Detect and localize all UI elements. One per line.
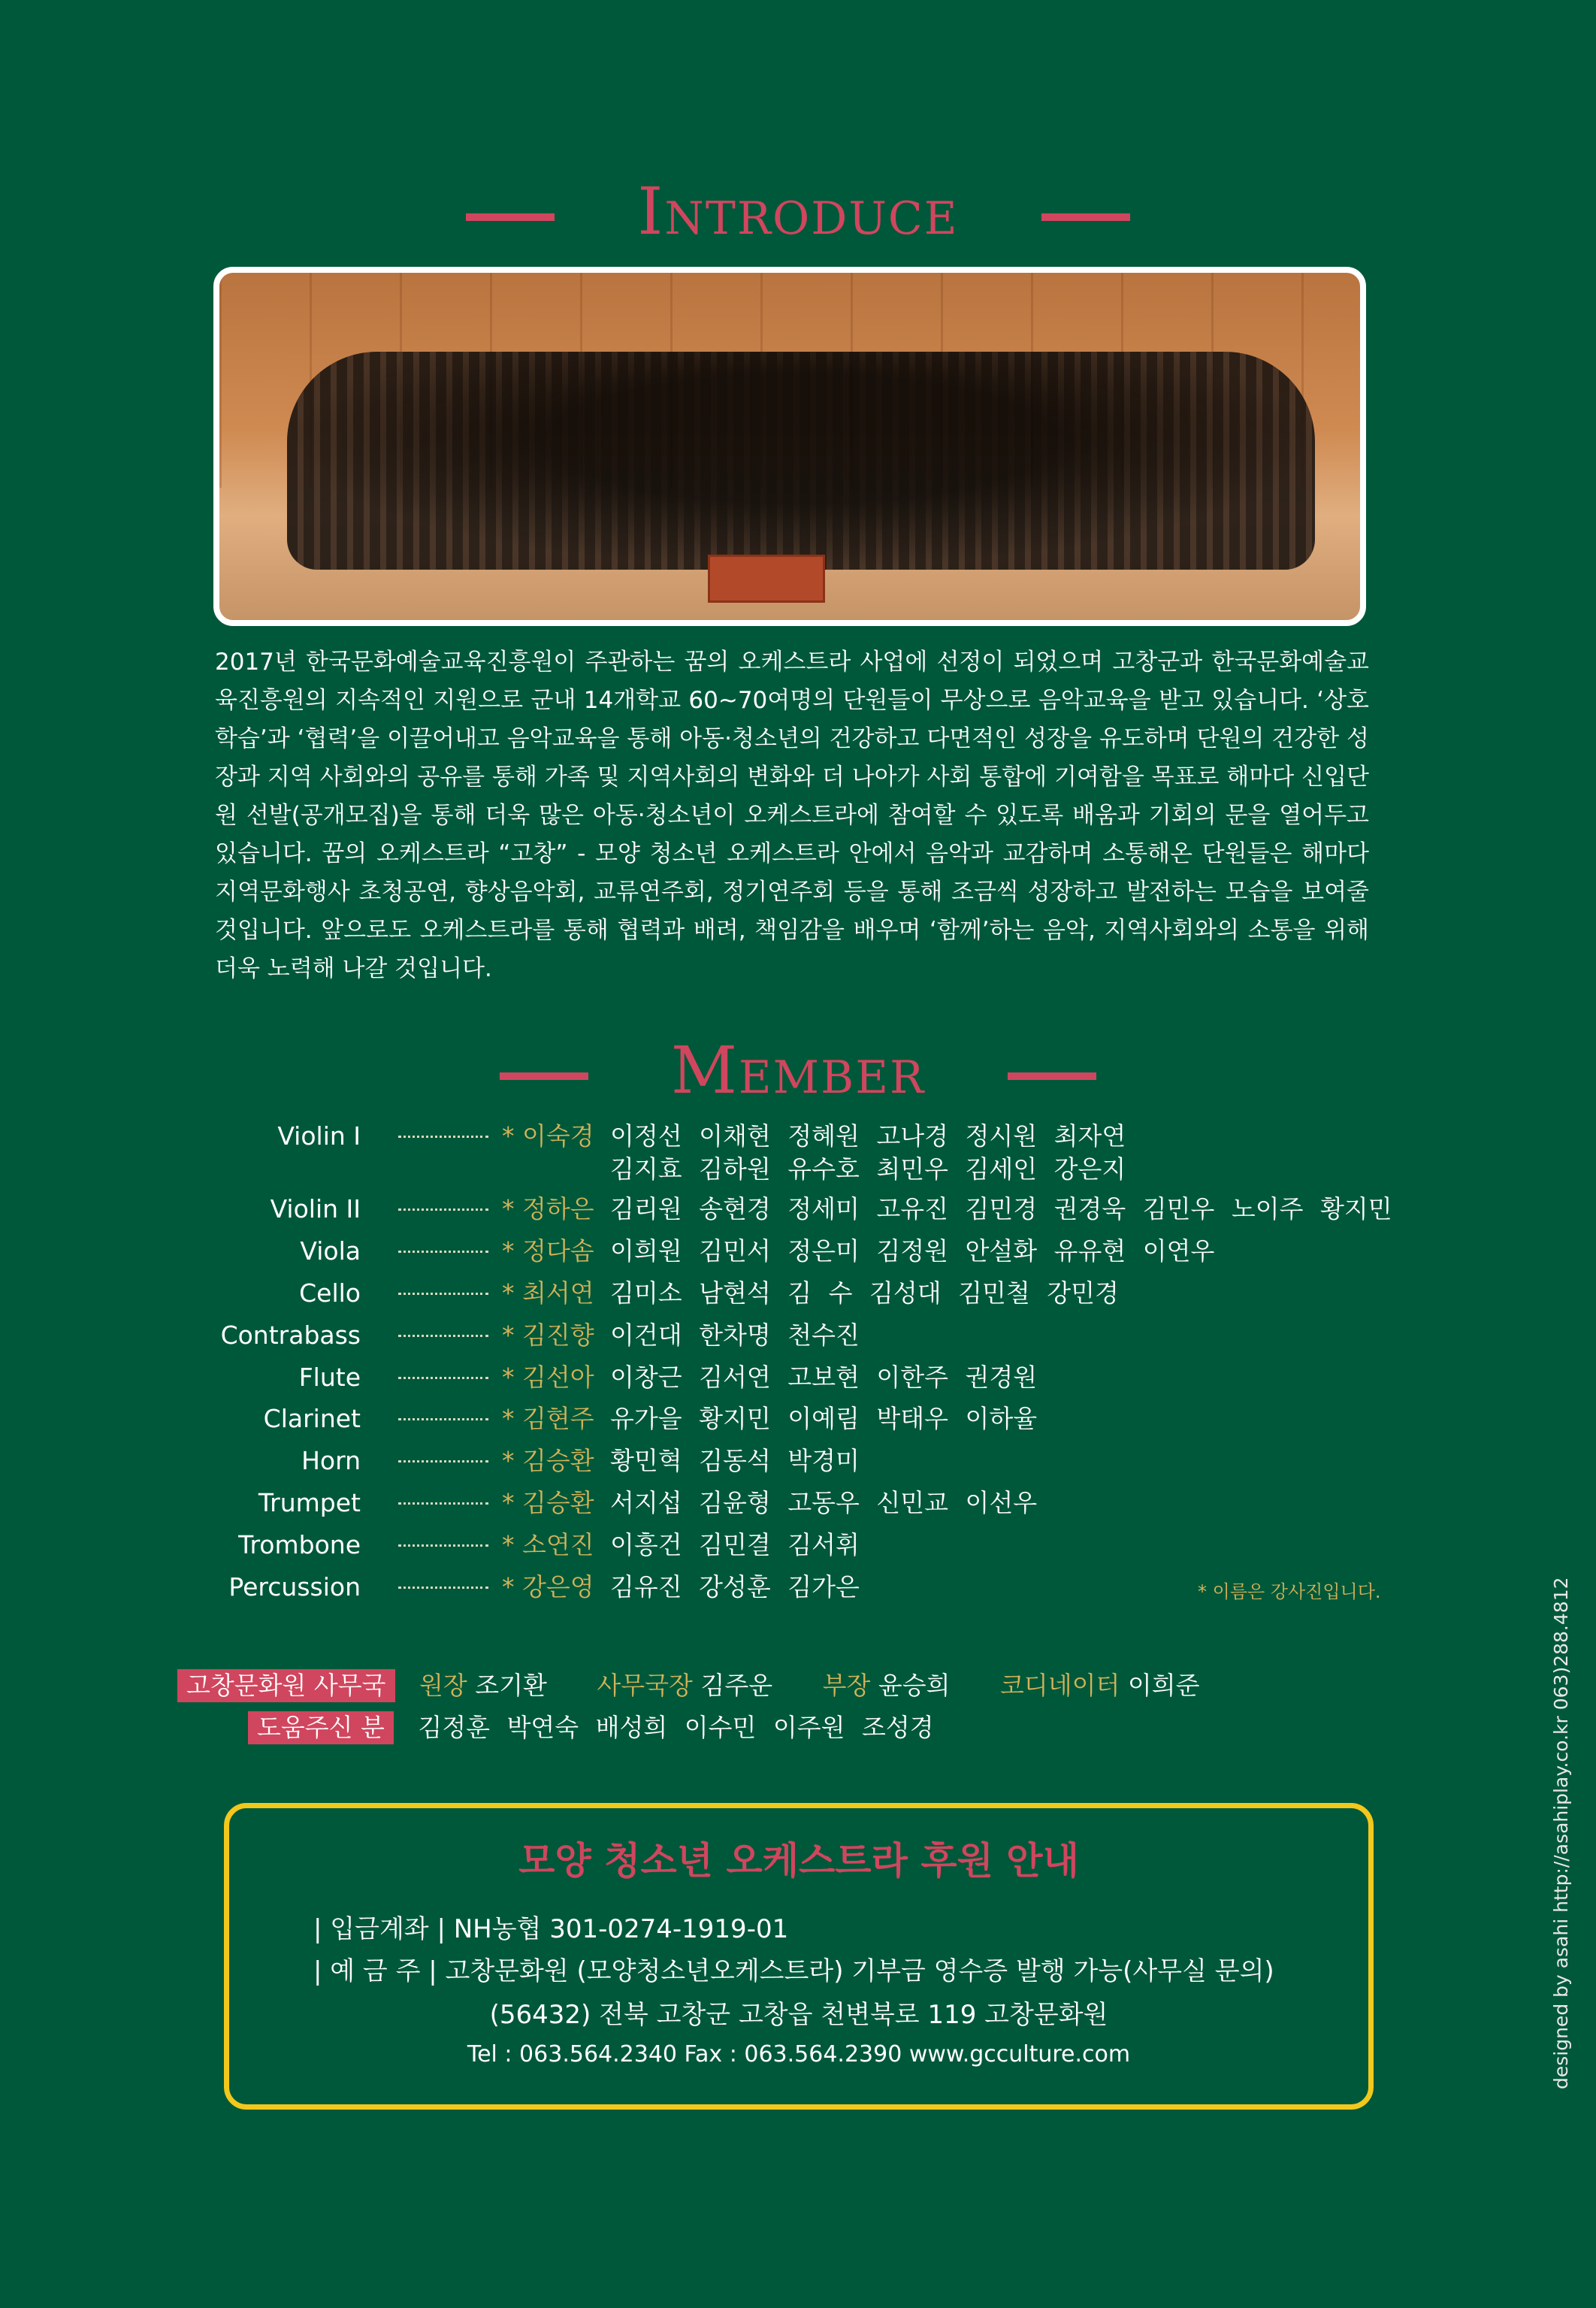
- role-name: 조기환: [475, 1671, 547, 1700]
- heading-bar-right: [1008, 1072, 1096, 1080]
- support-account: | 입금계좌 | NH농협 301-0274-1919-01: [313, 1914, 789, 1944]
- dotted-leader: [398, 1377, 488, 1379]
- dotted-leader: [398, 1293, 488, 1295]
- support-box: [224, 1803, 1374, 2110]
- role-title: 사무국장: [597, 1671, 693, 1700]
- lead-teacher: * 김승환: [502, 1488, 594, 1517]
- instrument-label: Flute: [298, 1363, 361, 1392]
- role-title: 원장: [419, 1671, 467, 1700]
- support-address: (56432) 전북 고창군 고창읍 천변북로 119 고창문화원: [489, 2000, 1108, 2030]
- dotted-leader: [398, 1418, 488, 1420]
- lead-teacher: * 소연진: [502, 1530, 594, 1559]
- member-names: 김유진 강성훈 김가은: [610, 1572, 860, 1602]
- support-contact: Tel : 063.564.2340 Fax : 063.564.2390 www.gcculture.com: [467, 2041, 1131, 2068]
- lead-teacher: * 김현주: [502, 1404, 594, 1433]
- instrument-label: Clarinet: [263, 1404, 361, 1433]
- role-name: 윤승희: [878, 1671, 951, 1700]
- heading-bar-right: [1041, 213, 1130, 221]
- support-title: 모양 청소년 오케스트라 후원 안내: [518, 1839, 1079, 1883]
- instrument-label: Violin Ⅰ: [277, 1121, 361, 1151]
- instructor-note: * 이름은 강사진입니다.: [1198, 1581, 1381, 1602]
- lead-teacher: * 정하은: [502, 1194, 594, 1224]
- lead-teacher: * 김승환: [502, 1446, 594, 1475]
- member-names: 이창근 김서연 고보현 이한주 권경원: [610, 1363, 1038, 1392]
- dotted-leader: [398, 1460, 488, 1463]
- helpers-names: 김정훈 박연숙 배성희 이수민 이주원 조성경: [418, 1713, 934, 1742]
- member-names-line2: 김지효 김하원 유수호 최민우 김세인 강은지: [610, 1154, 1126, 1184]
- instrument-label: Horn: [301, 1446, 361, 1475]
- member-title: Member: [670, 1033, 926, 1109]
- instrument-label: Trombone: [238, 1530, 361, 1559]
- orchestra-photo: [213, 267, 1366, 626]
- member-names: 황민혁 김동석 박경미: [610, 1446, 860, 1475]
- office-staff-row: [177, 1668, 1200, 1703]
- introduce-paragraph: 2017년 한국문화예술교육진흥원이 주관하는 꿈의 오케스트라 사업에 선정이 되었으며 고창군과 한국문화예술교육진흥원의 지속적인 지원으로 군내 14개학교 60~70여명의 단원들이 무상으로 음악교육을 받고 있습니다. ‘상호 학습’과 ‘협력’을 이끌어내고 음악교육을 통해 아동·청소년의 건강하고 다면적인 성장을 유도하며 단원의 건강한 성장과 지역 사회와의 공유를 통해 가족 및 지역사회의 변화와 더 나아가 사회 통합에 기여함을 목표로 해마다 신입단원 선발(공개모집)을 통해 더욱 많은 아동·청소년이 오케스트라에 참여할 수 있도록 배움과 기회의 문을 열어두고 있습니다. 꿈의 오케스트라 “고창” - 모양 청소년 오케스트라 안에서 음악과 교감하며 소통해온 단원들은 해마다 지역문화행사 초청공연, 향상음악회, 교류연주회, 정기연주회 등을 통해 조금씩 성장하고 발전하는 모습을 보여줄 것입니다. 앞으로도 오케스트라를 통해 협력과 배려, 책임감을 배우며 ‘함께’하는 음악, 지역사회와의 소통을 위해 더욱 노력해 나갈 것입니다.: [215, 649, 1369, 982]
- lead-teacher: * 이숙경: [502, 1121, 594, 1151]
- role-title: 코디네이터: [999, 1671, 1120, 1700]
- dotted-leader: [398, 1251, 488, 1253]
- dotted-leader: [398, 1502, 488, 1505]
- member-names: 김리원 송현경 정세미 고유진 김민경 권경욱 김민우 노이주 황지민: [610, 1194, 1392, 1224]
- member-names: 유가을 황지민 이예림 박태우 이하율: [610, 1404, 1038, 1433]
- support-depositor: | 예 금 주 | 고창문화원 (모양청소년오케스트라) 기부금 영수증 발행 가능(사무실 문의): [313, 1956, 1274, 1986]
- role-title: 부장: [822, 1671, 871, 1700]
- office-tag: 고창문화원 사무국: [177, 1669, 395, 1702]
- instrument-label: Trumpet: [258, 1488, 361, 1517]
- dotted-leader: [398, 1136, 488, 1138]
- helpers-tag: 도움주신 분: [248, 1711, 394, 1744]
- introduce-title: Introduce: [637, 174, 959, 250]
- photo-podium: [708, 555, 825, 603]
- member-names: 이정선 이채현 정혜원 고나경 정시원 최자연: [610, 1121, 1126, 1151]
- lead-teacher: * 정다솜: [502, 1236, 594, 1266]
- dotted-leader: [398, 1335, 488, 1337]
- lead-teacher: * 최서연: [502, 1278, 594, 1308]
- member-names: 서지섭 김윤형 고동우 신민교 이선우: [610, 1488, 1038, 1517]
- photo-orchestra: [287, 352, 1315, 570]
- instrument-label: Violin II: [270, 1194, 361, 1224]
- member-names: 이희원 김민서 정은미 김정원 안설화 유유현 이연우: [610, 1236, 1215, 1266]
- instrument-label: Contrabass: [220, 1320, 361, 1350]
- instrument-label: Percussion: [228, 1572, 361, 1602]
- heading-bar-left: [500, 1072, 588, 1080]
- member-names: 이흥건 김민결 김서휘: [610, 1530, 860, 1559]
- instrument-label: Viola: [300, 1236, 361, 1266]
- instrument-label: Cello: [299, 1278, 361, 1308]
- member-names: 김미소 남현석 김 수 김성대 김민철 강민경: [610, 1278, 1119, 1308]
- introduce-heading: [0, 174, 1596, 250]
- designer-credit: designed by asahi http://asahiplay.co.kr 063)288.4812: [1550, 1577, 1572, 2089]
- dotted-leader: [398, 1544, 488, 1547]
- lead-teacher: * 김진향: [502, 1320, 594, 1350]
- lead-teacher: * 강은영: [502, 1572, 594, 1602]
- member-heading: [0, 1033, 1596, 1109]
- helpers-row: [248, 1711, 934, 1745]
- dotted-leader: [398, 1208, 488, 1211]
- role-name: 김주운: [700, 1671, 773, 1700]
- lead-teacher: * 김선아: [502, 1363, 594, 1392]
- dotted-leader: [398, 1587, 488, 1589]
- role-name: 이희준: [1127, 1671, 1200, 1700]
- heading-bar-left: [466, 213, 555, 221]
- member-names: 이건대 한차명 천수진: [610, 1320, 860, 1350]
